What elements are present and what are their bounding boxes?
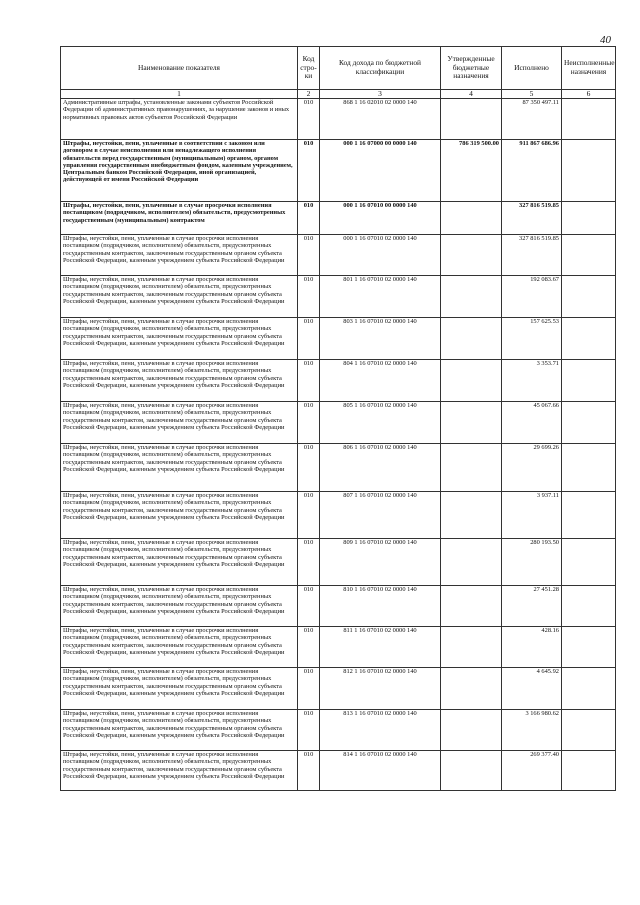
row-name-cell: Штрафы, неустойки, пени, уплаченные в случае просрочки исполнения поставщиком (подрядчиком, исполнителем) обязательств, предусмотренных государственным контрактом, заключенным государственным органом субъекта Российской Федерации, казенным учреждением субъекта Российской Федерации: [61, 627, 298, 668]
column-number: 5: [502, 90, 562, 99]
row-name-cell: Штрафы, неустойки, пени, уплаченные в случае просрочки исполнения поставщиком (подрядчиком, исполнителем) обязательств, предусмотренных государственным контрактом, заключенным государственным органом субъекта Российской Федерации, казенным учреждением субъекта Российской Федерации: [61, 318, 298, 360]
row-line-code-cell: 010: [298, 99, 320, 140]
row-unexecuted-cell: [562, 627, 616, 668]
row-income-code-cell: 813 1 16 07010 02 0000 140: [320, 710, 441, 751]
row-line-code-cell: 010: [298, 235, 320, 276]
table-row: [61, 444, 616, 492]
table-row: [61, 360, 616, 402]
row-name-cell: Штрафы, неустойки, пени, уплаченные в случае просрочки исполнения поставщиком (подрядчиком, исполнителем) обязательств, предусмотренных государственным контрактом, заключенным государственным органом субъекта Российской Федерации, казенным учреждением субъекта Российской Федерации: [61, 235, 298, 276]
table-row: [61, 586, 616, 627]
column-number: 6: [562, 90, 616, 99]
row-name-cell: Административные штрафы, установленные законами субъектов Российской Федерации об административных правонарушениях, за нарушение законов и иных нормативных правовых актов субъектов Российской Федерации: [61, 99, 298, 140]
row-executed-cell: 911 867 686.96: [502, 140, 562, 202]
column-number: 3: [320, 90, 441, 99]
row-unexecuted-cell: [562, 668, 616, 710]
table-row: [61, 710, 616, 751]
header-name: Наименование показателя: [61, 47, 298, 90]
header-line-code: Код стро-ки: [298, 47, 320, 90]
budget-execution-table: [60, 46, 616, 791]
row-line-code-cell: 010: [298, 140, 320, 202]
table-row: [61, 202, 616, 235]
header-executed: Исполнено: [502, 47, 562, 90]
row-unexecuted-cell: [562, 202, 616, 235]
row-approved-cell: [441, 710, 502, 751]
page-number: 40: [600, 34, 611, 46]
row-name-cell: Штрафы, неустойки, пени, уплаченные в случае просрочки исполнения поставщиком (подрядчиком, исполнителем) обязательств, предусмотренных государственным контрактом, заключенным государственным органом субъекта Российской Федерации, казенным учреждением субъекта Российской Федерации: [61, 751, 298, 791]
row-line-code-cell: 010: [298, 586, 320, 627]
row-executed-cell: 269 377.40: [502, 751, 562, 791]
row-line-code-cell: 010: [298, 751, 320, 791]
row-line-code-cell: 010: [298, 539, 320, 586]
row-name-cell: Штрафы, неустойки, пени, уплаченные в случае просрочки исполнения поставщиком (подрядчиком, исполнителем) обязательств, предусмотренных государственным контрактом, заключенным государственным органом субъекта Российской Федерации, казенным учреждением субъекта Российской Федерации: [61, 402, 298, 444]
row-executed-cell: 87 350 497.11: [502, 99, 562, 140]
column-number: 2: [298, 90, 320, 99]
row-executed-cell: 3 166 980.62: [502, 710, 562, 751]
row-approved-cell: [441, 360, 502, 402]
row-line-code-cell: 010: [298, 710, 320, 751]
row-unexecuted-cell: [562, 402, 616, 444]
column-number: 1: [61, 90, 298, 99]
row-name-cell: Штрафы, неустойки, пени, уплаченные в случае просрочки исполнения поставщиком (подрядчиком, исполнителем) обязательств, предусмотренных государственным контрактом, заключенным государственным органом субъекта Российской Федерации, казенным учреждением субъекта Российской Федерации: [61, 444, 298, 492]
row-line-code-cell: 010: [298, 318, 320, 360]
row-income-code-cell: 868 1 16 02010 02 0000 140: [320, 99, 441, 140]
row-income-code-cell: 000 1 16 07010 00 0000 140: [320, 202, 441, 235]
row-income-code-cell: 000 1 16 07000 00 0000 140: [320, 140, 441, 202]
table-row: [61, 276, 616, 318]
row-executed-cell: 327 816 519.85: [502, 235, 562, 276]
row-approved-cell: [441, 492, 502, 539]
row-line-code-cell: 010: [298, 444, 320, 492]
row-approved-cell: [441, 202, 502, 235]
row-approved-cell: [441, 668, 502, 710]
header-unexecuted: Неисполненные назначения: [562, 47, 616, 90]
row-income-code-cell: 809 1 16 07010 02 0000 140: [320, 539, 441, 586]
row-unexecuted-cell: [562, 492, 616, 539]
row-approved-cell: 786 319 500.00: [441, 140, 502, 202]
table-row: [61, 235, 616, 276]
table-header: [61, 47, 616, 99]
column-numbers-row: [61, 90, 616, 99]
row-income-code-cell: 810 1 16 07010 02 0000 140: [320, 586, 441, 627]
row-income-code-cell: 805 1 16 07010 02 0000 140: [320, 402, 441, 444]
header-income-code: Код дохода по бюджетной классификации: [320, 47, 441, 90]
row-executed-cell: 3 937.11: [502, 492, 562, 539]
row-executed-cell: 45 067.66: [502, 402, 562, 444]
table-row: [61, 99, 616, 140]
row-executed-cell: 4 645.92: [502, 668, 562, 710]
row-line-code-cell: 010: [298, 276, 320, 318]
table-body: [61, 99, 616, 791]
table-row: [61, 751, 616, 791]
table-row: [61, 318, 616, 360]
row-income-code-cell: 803 1 16 07010 02 0000 140: [320, 318, 441, 360]
row-approved-cell: [441, 539, 502, 586]
row-executed-cell: 280 193.50: [502, 539, 562, 586]
row-approved-cell: [441, 235, 502, 276]
row-unexecuted-cell: [562, 751, 616, 791]
row-unexecuted-cell: [562, 276, 616, 318]
row-approved-cell: [441, 318, 502, 360]
row-unexecuted-cell: [562, 586, 616, 627]
table-row: [61, 627, 616, 668]
row-approved-cell: [441, 276, 502, 318]
row-unexecuted-cell: [562, 235, 616, 276]
row-unexecuted-cell: [562, 99, 616, 140]
row-approved-cell: [441, 99, 502, 140]
row-name-cell: Штрафы, неустойки, пени, уплаченные в случае просрочки исполнения поставщиком (подрядчиком, исполнителем) обязательств, предусмотренных государственным контрактом, заключенным государственным органом субъекта Российской Федерации, казенным учреждением субъекта Российской Федерации: [61, 492, 298, 539]
header-approved: Утвержденные бюджетные назначения: [441, 47, 502, 90]
row-name-cell: Штрафы, неустойки, пени, уплаченные в случае просрочки исполнения поставщиком (подрядчиком, исполнителем) обязательств, предусмотренных государственным контрактом, заключенным государственным органом субъекта Российской Федерации, казенным учреждением субъекта Российской Федерации: [61, 710, 298, 751]
row-unexecuted-cell: [562, 444, 616, 492]
row-name-cell: Штрафы, неустойки, пени, уплаченные в случае просрочки исполнения поставщиком (подрядчиком, исполнителем) обязательств, предусмотренных государственным контрактом, заключенным государственным органом субъекта Российской Федерации, казенным учреждением субъекта Российской Федерации: [61, 668, 298, 710]
row-income-code-cell: 812 1 16 07010 02 0000 140: [320, 668, 441, 710]
row-income-code-cell: 814 1 16 07010 02 0000 140: [320, 751, 441, 791]
row-line-code-cell: 010: [298, 202, 320, 235]
row-approved-cell: [441, 402, 502, 444]
table-row: [61, 668, 616, 710]
row-income-code-cell: 804 1 16 07010 02 0000 140: [320, 360, 441, 402]
row-executed-cell: 157 625.53: [502, 318, 562, 360]
row-approved-cell: [441, 627, 502, 668]
row-executed-cell: 327 816 519.85: [502, 202, 562, 235]
row-approved-cell: [441, 444, 502, 492]
row-income-code-cell: 807 1 16 07010 02 0000 140: [320, 492, 441, 539]
row-executed-cell: 29 699.26: [502, 444, 562, 492]
row-name-cell: Штрафы, неустойки, пени, уплаченные в случае просрочки исполнения поставщиком (подрядчиком, исполнителем) обязательств, предусмотренных государственным контрактом, заключенным государственным органом субъекта Российской Федерации, казенным учреждением субъекта Российской Федерации: [61, 586, 298, 627]
column-number: 4: [441, 90, 502, 99]
row-executed-cell: 428.16: [502, 627, 562, 668]
row-income-code-cell: 000 1 16 07010 02 0000 140: [320, 235, 441, 276]
table-row: [61, 492, 616, 539]
row-unexecuted-cell: [562, 539, 616, 586]
row-executed-cell: 27 451.28: [502, 586, 562, 627]
row-unexecuted-cell: [562, 318, 616, 360]
row-name-cell: Штрафы, неустойки, пени, уплаченные в случае просрочки исполнения поставщиком (подрядчиком, исполнителем) обязательств, предусмотренных государственным контрактом, заключенным государственным органом субъекта Российской Федерации, казенным учреждением субъекта Российской Федерации: [61, 539, 298, 586]
row-income-code-cell: 801 1 16 07010 02 0000 140: [320, 276, 441, 318]
row-unexecuted-cell: [562, 710, 616, 751]
row-executed-cell: 192 083.67: [502, 276, 562, 318]
row-approved-cell: [441, 751, 502, 791]
row-name-cell: Штрафы, неустойки, пени, уплаченные в соответствии с законом или договором в случае неисполнения или ненадлежащего исполнения обязательств перед государственным (муниципальным) органом, органом управления государственным внебюджетным фондом, казенным учреждением, Центральным банком Российской Федерации, иной организацией, действующей от имени Российской Федерации: [61, 140, 298, 202]
table-row: [61, 402, 616, 444]
row-name-cell: Штрафы, неустойки, пени, уплаченные в случае просрочки исполнения поставщиком (подрядчиком, исполнителем) обязательств, предусмотренных государственным контрактом, заключенным государственным органом субъекта Российской Федерации, казенным учреждением субъекта Российской Федерации: [61, 360, 298, 402]
row-line-code-cell: 010: [298, 668, 320, 710]
row-income-code-cell: 811 1 16 07010 02 0000 140: [320, 627, 441, 668]
row-unexecuted-cell: [562, 140, 616, 202]
row-line-code-cell: 010: [298, 492, 320, 539]
row-unexecuted-cell: [562, 360, 616, 402]
row-executed-cell: 3 353.71: [502, 360, 562, 402]
table-row: [61, 140, 616, 202]
row-line-code-cell: 010: [298, 627, 320, 668]
row-line-code-cell: 010: [298, 402, 320, 444]
table-row: [61, 539, 616, 586]
row-name-cell: Штрафы, неустойки, пени, уплаченные в случае просрочки исполнения поставщиком (подрядчиком, исполнителем) обязательств, предусмотренных государственным (муниципальным) контрактом: [61, 202, 298, 235]
row-name-cell: Штрафы, неустойки, пени, уплаченные в случае просрочки исполнения поставщиком (подрядчиком, исполнителем) обязательств, предусмотренных государственным контрактом, заключенным государственным органом субъекта Российской Федерации, казенным учреждением субъекта Российской Федерации: [61, 276, 298, 318]
row-income-code-cell: 806 1 16 07010 02 0000 140: [320, 444, 441, 492]
row-approved-cell: [441, 586, 502, 627]
row-line-code-cell: 010: [298, 360, 320, 402]
